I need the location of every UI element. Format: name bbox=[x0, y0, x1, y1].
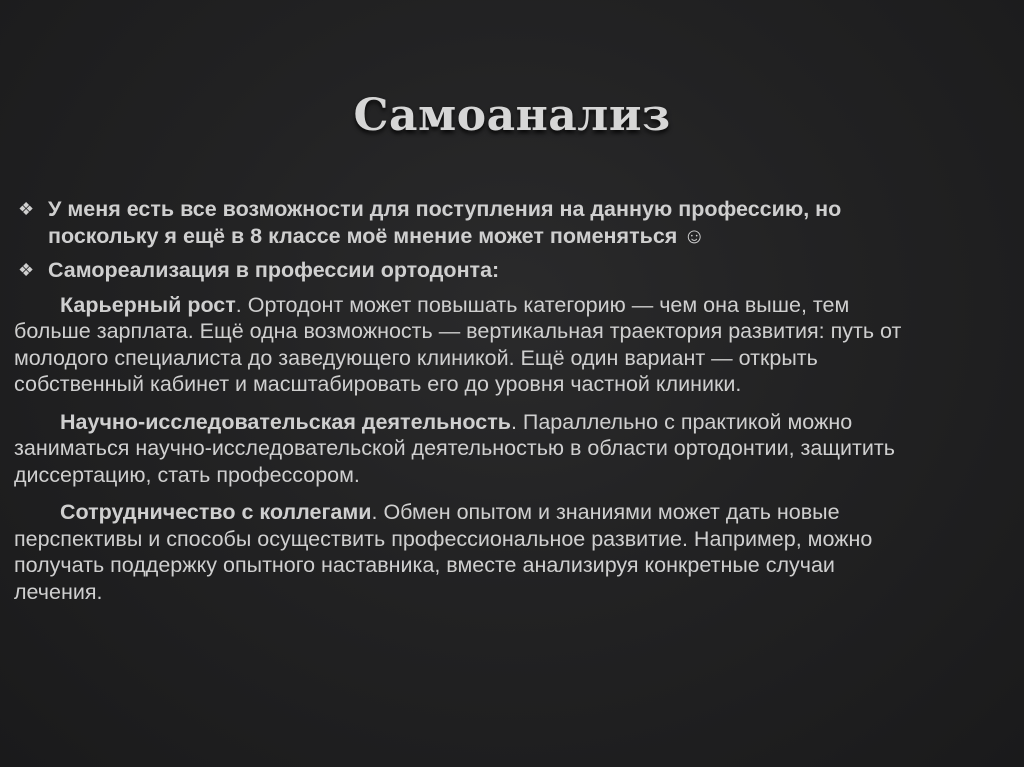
bullet-item bbox=[14, 257, 919, 284]
slide-title: Самоанализ bbox=[353, 90, 671, 141]
paragraph-heading: Карьерный рост bbox=[60, 292, 236, 317]
paragraph-body: . Обмен опытом и знаниями может дать новые перспективы и способы осуществить профессиональное развитие. Например, можно получать поддержку опытного наставника, вместе анализируя конкретные случаи лечения. bbox=[14, 500, 873, 604]
paragraph-research bbox=[14, 409, 919, 489]
diamond-bullet-icon: ❖ bbox=[18, 199, 35, 219]
paragraph-career bbox=[14, 292, 919, 398]
slide-content bbox=[14, 196, 919, 616]
bullet-text: Самореализация в профессии ортодонта: bbox=[48, 258, 500, 282]
paragraph-body: . Ортодонт может повышать категорию — чем она выше, тем больше зарплата. Ещё одна возможность — вертикальная траектория развития: путь от молодого специалиста до заведующего клиникой. Ещё один вариант — открыть собственный кабинет и масштабировать его до уровня частной клиники. bbox=[14, 292, 902, 396]
bullet-item bbox=[14, 196, 919, 249]
paragraph-body: . Параллельно с практикой можно заниматься научно-исследовательской деятельностью в области ортодонтии, защитить диссертацию, стать профессором. bbox=[14, 409, 895, 487]
bullet-text: У меня есть все возможности для поступления на данную профессию, но поскольку я ещё в 8 классе моё мнение может поменяться ☺ bbox=[48, 197, 842, 248]
paragraph-cooperation bbox=[14, 499, 919, 605]
paragraph-heading: Сотрудничество с коллегами bbox=[60, 500, 372, 524]
paragraph-heading: Научно-исследовательская деятельность bbox=[60, 409, 511, 434]
diamond-bullet-icon: ❖ bbox=[18, 260, 35, 280]
